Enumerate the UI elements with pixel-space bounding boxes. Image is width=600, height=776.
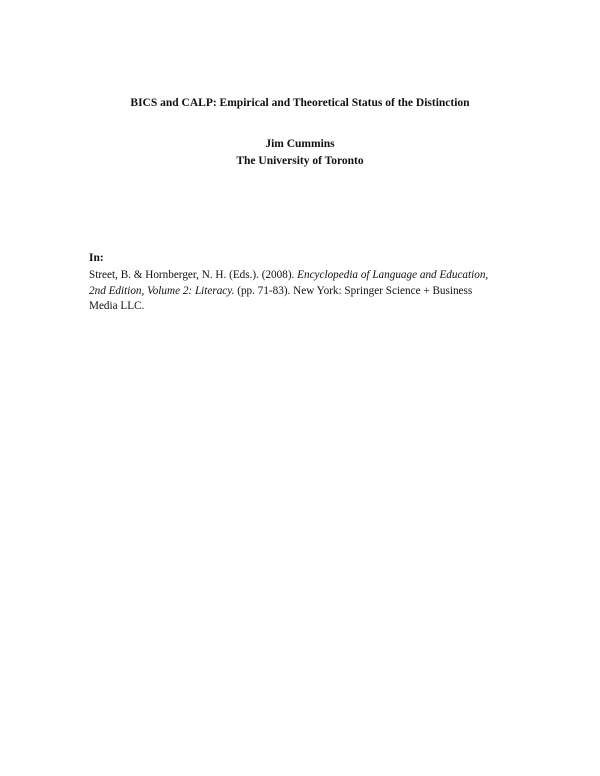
citation-book-title: Encyclopedia of Language and Education, (297, 269, 489, 281)
citation-line-3 (89, 299, 519, 315)
citation-line-2 (89, 284, 519, 300)
document-title: BICS and CALP: Empirical and Theoretical Status of the Distinction (130, 97, 470, 109)
author-affiliation: The University of Toronto (236, 155, 364, 167)
in-label: In: (89, 252, 104, 264)
citation-line-1 (89, 268, 519, 284)
citation-publisher-suffix: Media LLC. (89, 300, 145, 313)
citation-pages-publisher: (pp. 71-83). New York: Springer Science + Business (234, 284, 473, 297)
author-name: Jim Cummins (265, 138, 335, 150)
citation (89, 268, 519, 315)
citation-edition-volume: 2nd Edition, Volume 2: Literacy. (89, 284, 235, 297)
citation-authors-year: Street, B. & Hornberger, N. H. (Eds.). (2008). (89, 269, 298, 281)
